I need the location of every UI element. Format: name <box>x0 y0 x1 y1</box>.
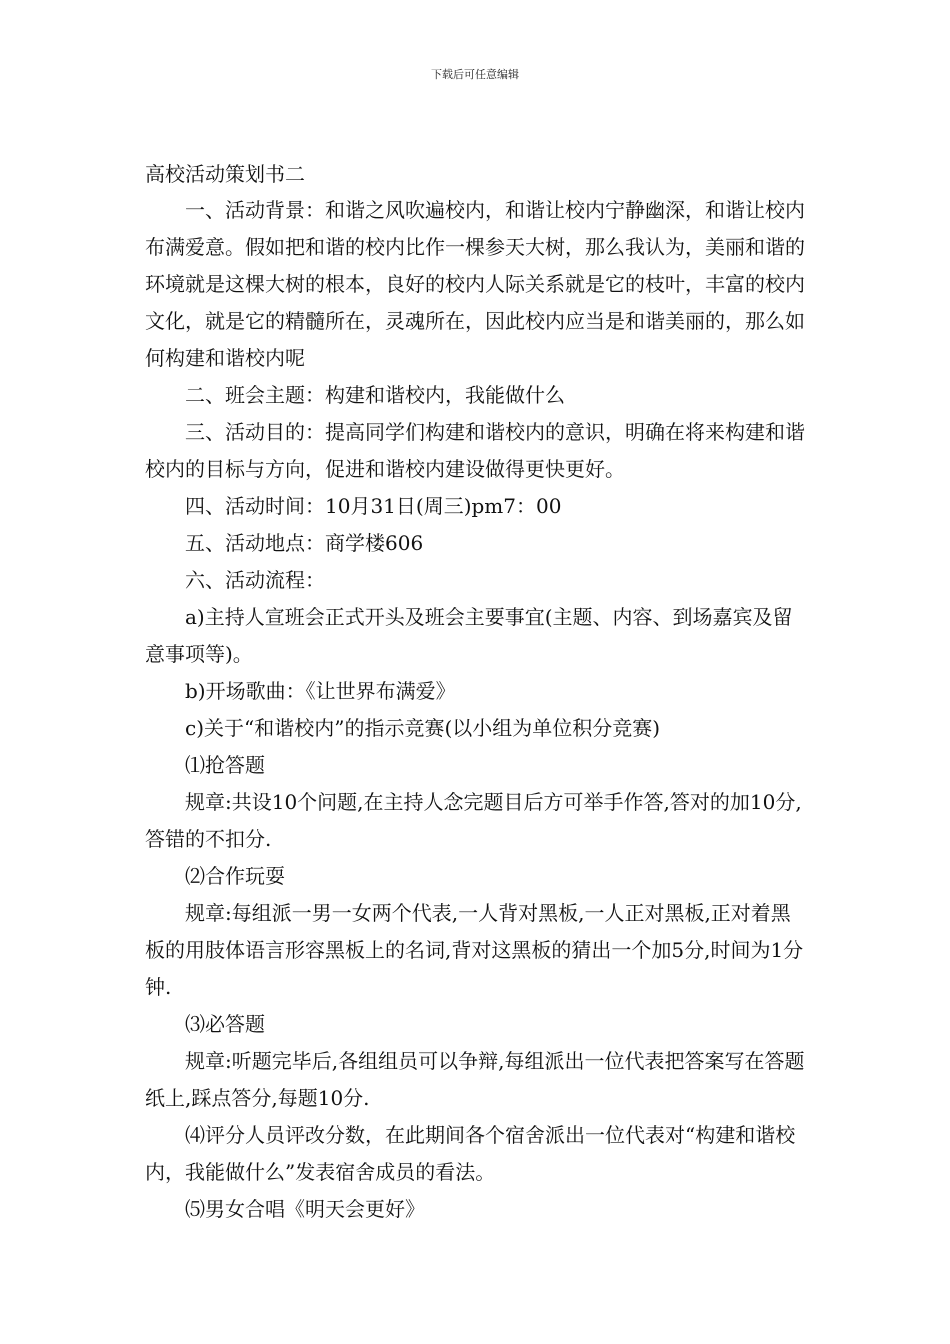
paragraph-background: 一、活动背景：和谐之风吹遍校内，和谐让校内宁静幽深，和谐让校内布满爱意。假如把和谐的校内比作一棵参天大树，那么我认为，美丽和谐的环境就是这棵大树的根本，良好的校内人际关系就是它的枝叶，丰富的校内文化，就是它的精髓所在，灵魂所在，因此校内应当是和谐美丽的，那么如何构建和谐校内呢 <box>145 198 805 370</box>
paragraph-rule-1: 规章:共设10个问题,在主持人念完题目后方可举手作答,答对的加10分,答错的不扣分. <box>145 790 802 851</box>
page-header: 下载后可任意编辑 <box>431 68 519 81</box>
document-body <box>145 156 810 1228</box>
paragraph-step-b: b)开场歌曲：《让世界布满爱》 <box>185 679 456 703</box>
paragraph-theme: 二、班会主题：构建和谐校内，我能做什么 <box>185 383 565 407</box>
paragraph-purpose: 三、活动目的：提高同学们构建和谐校内的意识，明确在将来构建和谐校内的目标与方向，促进和谐校内建设做得更快更好。 <box>145 420 805 481</box>
paragraph-item-2: ⑵合作玩耍 <box>185 864 285 888</box>
paragraph-step-a: a)主持人宣班会正式开头及班会主要事宜(主题、内容、到场嘉宾及留意事项等)。 <box>145 605 793 666</box>
paragraph-rule-2: 规章:每组派一男一女两个代表,一人背对黑板,一人正对黑板,正对着黑板的用肢体语言形容黑板上的名词,背对这黑板的猜出一个加5分,时间为1分钟. <box>145 901 804 999</box>
paragraph-item-3: ⑶必答题 <box>185 1012 265 1036</box>
paragraph-item-5: ⑸男女合唱《明天会更好》 <box>185 1197 425 1221</box>
document-title: 高校活动策划书二 <box>145 162 305 186</box>
paragraph-process: 六、活动流程： <box>185 568 325 592</box>
paragraph-item-4: ⑷评分人员评改分数，在此期间各个宿舍派出一位代表对“构建和谐校内，我能做什么”发表宿舍成员的看法。 <box>145 1123 796 1184</box>
paragraph-item-1: ⑴抢答题 <box>185 753 265 777</box>
paragraph-step-c: c)关于“和谐校内”的指示竞赛(以小组为单位积分竞赛) <box>185 716 661 740</box>
paragraph-location: 五、活动地点：商学楼606 <box>185 531 424 555</box>
paragraph-time: 四、活动时间：10月31日(周三)pm7：00 <box>185 494 562 518</box>
paragraph-rule-3: 规章:听题完毕后,各组组员可以争辩,每组派出一位代表把答案写在答题纸上,踩点答分,每题10分. <box>145 1049 805 1110</box>
